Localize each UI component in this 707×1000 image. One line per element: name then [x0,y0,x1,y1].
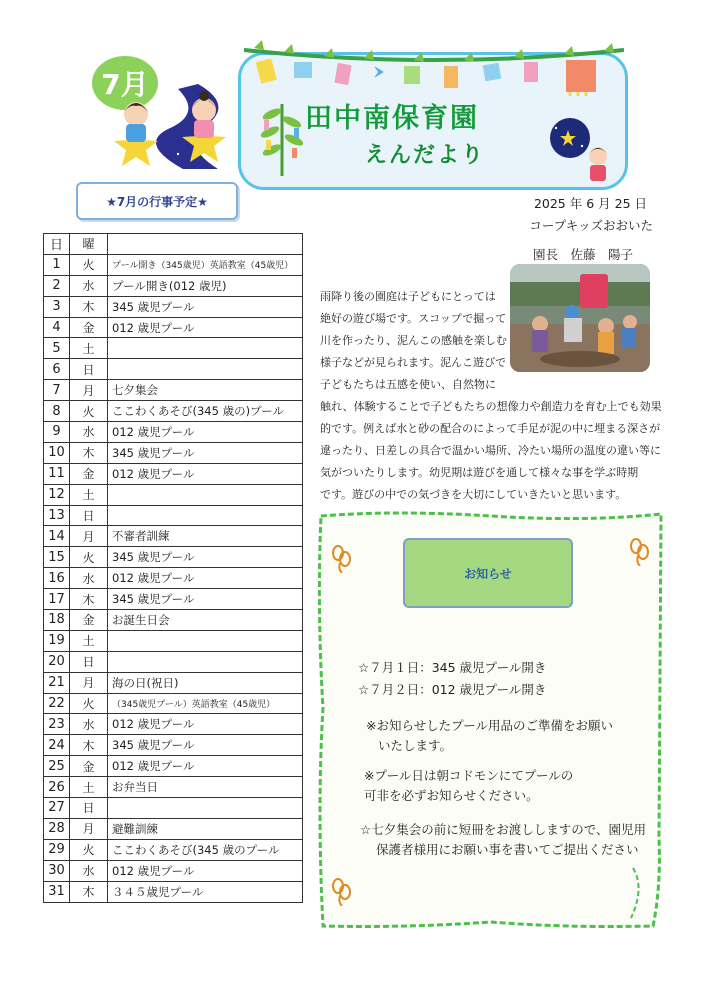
schedule-day: 28 [44,818,70,839]
schedule-event: ３４５歳児プール [108,881,303,902]
schedule-weekday: 土 [70,484,108,505]
schedule-weekday: 月 [70,526,108,547]
schedule-row [44,422,303,443]
schedule-row [44,254,303,275]
schedule-day: 31 [44,881,70,902]
schedule-row [44,275,303,296]
intro-line: です。遊びの中での気づきを大切にしていきたいと思います。 [320,488,627,501]
weekday-header: 曜 [70,234,108,255]
schedule-event: 七夕集会 [108,380,303,401]
schedule-event: 海の日(祝日) [108,672,303,693]
schedule-event: プール開き（345歳児）英語教室（45歳児） [108,254,303,275]
organization-name: コープキッズおおいた [529,218,653,233]
schedule-weekday: 金 [70,463,108,484]
schedule-day: 6 [44,359,70,380]
schedule-row [44,798,303,819]
schedule-day: 13 [44,505,70,526]
schedule-event: 不審者訓練 [108,526,303,547]
intro-line: 雨降り後の園庭は子どもにとっては [320,290,496,303]
schedule-weekday: 水 [70,422,108,443]
schedule-weekday: 土 [70,777,108,798]
nursery-name: 田中南保育園 [305,103,479,134]
schedule-weekday: 水 [70,860,108,881]
schedule-event [108,359,303,380]
schedule-weekday: 火 [70,254,108,275]
bamboo-icon [254,100,310,176]
schedule-event: 避難訓練 [108,818,303,839]
notice-item: 保護者様用にお願い事を書いてご提出ください [376,842,639,857]
schedule-row [44,735,303,756]
schedule-event: 345 歳児プール [108,589,303,610]
schedule-day: 19 [44,630,70,651]
schedule-weekday: 月 [70,380,108,401]
schedule-day: 1 [44,254,70,275]
schedule-weekday: 日 [70,651,108,672]
schedule-event: （345歳児プール）英語教室（45歳児） [108,693,303,714]
newsletter-name: えんだより [365,143,486,168]
schedule-row [44,505,303,526]
schedule-row [44,380,303,401]
schedule-day: 5 [44,338,70,359]
schedule-weekday: 水 [70,568,108,589]
schedule-row [44,589,303,610]
schedule-row [44,756,303,777]
schedule-event: 012 歳児プール [108,756,303,777]
schedule-row [44,547,303,568]
schedule-event: プール開き(012 歳児) [108,275,303,296]
schedule-weekday: 月 [70,818,108,839]
schedule-day: 26 [44,777,70,798]
intro-line: 違ったり、日差しの具合で温かい場所、冷たい場所の温度の違い等に [320,444,661,457]
schedule-event: 345 歳児プール [108,547,303,568]
schedule-row [44,860,303,881]
schedule-row [44,401,303,422]
schedule-weekday: 日 [70,505,108,526]
schedule-weekday: 木 [70,296,108,317]
schedule-event: 012 歳児プール [108,317,303,338]
schedule-event: 345 歳児プール [108,296,303,317]
schedule-weekday: 木 [70,589,108,610]
principal-name: 園長 佐藤 陽子 [533,247,634,262]
schedule-day: 2 [44,275,70,296]
schedule-event [108,484,303,505]
schedule-row [44,568,303,589]
schedule-weekday: 木 [70,881,108,902]
schedule-weekday: 月 [70,672,108,693]
notice-item: 可非を必ずお知らせください。 [364,788,539,803]
schedule-event: お弁当日 [108,777,303,798]
events-heading: ★7月の行事予定★ [76,182,238,220]
schedule-event: 012 歳児プール [108,422,303,443]
notice-item: ☆７月２日：012 歳児プール開き [358,682,547,697]
schedule-day: 25 [44,756,70,777]
schedule-day: 27 [44,798,70,819]
schedule-day: 14 [44,526,70,547]
girl-stargazing-illustration [548,118,614,184]
intro-line: 的です。例えば水と砂の配合のによって手足が泥の中に埋まる深さが [320,422,661,435]
schedule-weekday: 火 [70,401,108,422]
schedule-day: 8 [44,401,70,422]
schedule-weekday: 火 [70,547,108,568]
schedule-row [44,693,303,714]
schedule-row [44,714,303,735]
schedule-weekday: 木 [70,442,108,463]
schedule-day: 4 [44,317,70,338]
schedule-event [108,630,303,651]
intro-line: 気がついたりします。幼児期は遊びを通して様々な事を学ぶ時期 [320,466,639,479]
schedule-event: 345 歳児プール [108,442,303,463]
schedule-day: 12 [44,484,70,505]
notice-title: お知らせ [403,538,573,608]
schedule-day: 30 [44,860,70,881]
flower-icon [330,878,352,906]
schedule-row [44,672,303,693]
schedule-row [44,359,303,380]
schedule-row [44,442,303,463]
schedule-day: 9 [44,422,70,443]
schedule-day: 21 [44,672,70,693]
schedule-row [44,526,303,547]
schedule-event [108,505,303,526]
schedule-event: お誕生日会 [108,610,303,631]
schedule-day: 11 [44,463,70,484]
notice-item: いたします。 [378,738,453,753]
schedule-event: 012 歳児プール [108,714,303,735]
schedule-day: 24 [44,735,70,756]
schedule-weekday: 金 [70,317,108,338]
schedule-day: 18 [44,610,70,631]
schedule-weekday: 日 [70,359,108,380]
intro-line: 様子などが見られます。泥んこ遊びで [320,356,507,369]
tanabata-kids-illustration [108,84,248,174]
schedule-weekday: 土 [70,630,108,651]
issue-date: 2025 年 6 月 25 日 [533,196,647,211]
schedule-row [44,484,303,505]
schedule-day: 16 [44,568,70,589]
schedule-table [43,233,303,903]
schedule-event: ここわくあそび(345 歳のプール [108,839,303,860]
schedule-weekday: 木 [70,735,108,756]
notice-item: ☆七夕集会の前に短冊をお渡ししますので、園児用 [360,822,646,837]
intro-message [320,286,660,506]
schedule-event [108,798,303,819]
schedule-weekday: 水 [70,714,108,735]
schedule-row [44,630,303,651]
schedule-event: ここわくあそび(345 歳の)プール [108,401,303,422]
schedule-day: 23 [44,714,70,735]
schedule-row [44,338,303,359]
schedule-row [44,777,303,798]
schedule-row [44,651,303,672]
schedule-row [44,839,303,860]
schedule-weekday: 土 [70,338,108,359]
schedule-header-row [44,234,303,255]
schedule-event: 012 歳児プール [108,463,303,484]
schedule-weekday: 金 [70,610,108,631]
schedule-row [44,317,303,338]
schedule-weekday: 金 [70,756,108,777]
flower-icon [330,545,352,573]
schedule-event [108,651,303,672]
event-header [108,234,303,255]
intro-line: 川を作ったり、泥んこの感触を楽しむ [320,334,507,347]
intro-line: 子どもたちは五感を使い、自然物に [320,378,496,391]
flower-icon [628,538,650,566]
schedule-row [44,463,303,484]
schedule-row [44,296,303,317]
day-header: 日 [44,234,70,255]
schedule-event: 012 歳児プール [108,568,303,589]
schedule-day: 17 [44,589,70,610]
intro-line: 触れ、体験することで子どもたちの想像力や創造力を育む上でも効果 [320,400,662,413]
schedule-event: 345 歳児プール [108,735,303,756]
schedule-day: 10 [44,442,70,463]
schedule-weekday: 水 [70,275,108,296]
schedule-weekday: 火 [70,839,108,860]
notice-item: ※お知らせしたプール用品のご準備をお願い [366,718,613,733]
intro-line: 絶好の遊び場です。スコップで掘って [320,312,507,325]
schedule-day: 15 [44,547,70,568]
month-badge: 7月 [92,56,158,110]
schedule-event [108,338,303,359]
schedule-day: 22 [44,693,70,714]
schedule-day: 29 [44,839,70,860]
schedule-event: 012 歳児プール [108,860,303,881]
schedule-row [44,881,303,902]
tanabata-garland [244,40,624,96]
schedule-row [44,610,303,631]
notice-item: ☆７月１日：345 歳児プール開き [358,660,547,675]
schedule-day: 3 [44,296,70,317]
schedule-weekday: 日 [70,798,108,819]
schedule-day: 20 [44,651,70,672]
schedule-weekday: 火 [70,693,108,714]
schedule-row [44,818,303,839]
schedule-day: 7 [44,380,70,401]
notice-item: ※プール日は朝コドモンにてプールの [364,768,574,783]
